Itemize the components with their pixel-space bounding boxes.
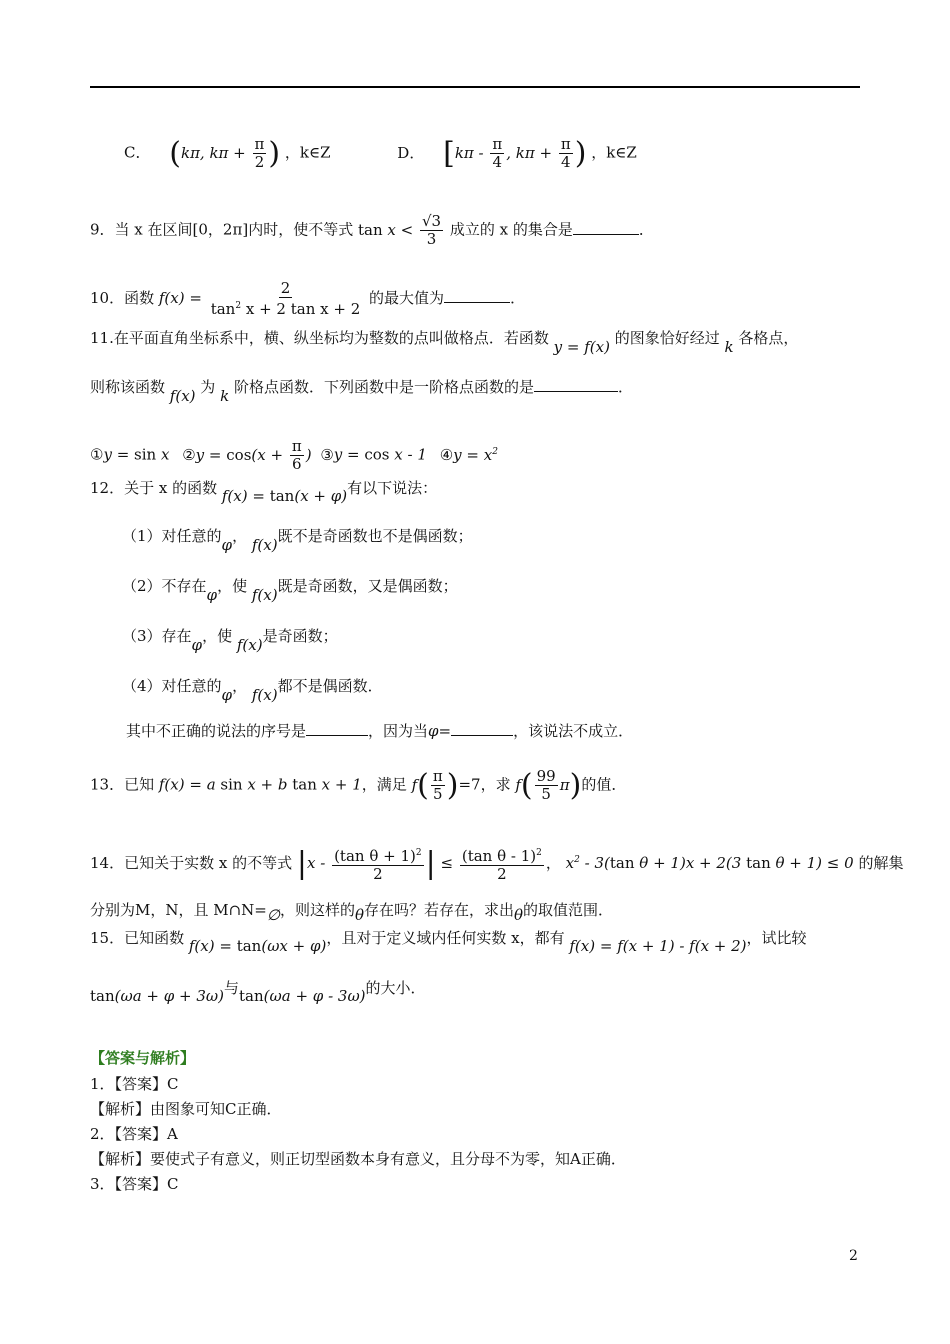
q13-text-b: ，满足 (361, 775, 407, 794)
question-15 (90, 928, 865, 955)
phi-symbol: φ (191, 636, 203, 654)
q15-text-b: ，且对于定义域内任何实数 x，都有 (326, 929, 565, 947)
answer-3 (90, 1174, 865, 1194)
q15-expr-1: tan(ωa + φ + 3ω) (90, 987, 225, 1005)
q13-function: f(x) = a sin x + b tan x + 1 (158, 775, 362, 794)
q15-text-c: ，试比较 (746, 929, 807, 947)
q11-opt3: y = cos x - 1 (333, 445, 427, 464)
answer-3-text: 3．【答案】C (90, 1175, 179, 1193)
q13-f-pi5: f( $\frac{\pi}{5}$ ) (411, 767, 459, 803)
q15-text-d: 与 (224, 979, 240, 997)
q11-opt4: $y = x^2$ (453, 445, 498, 464)
question-13 (90, 768, 865, 803)
question-14 (90, 845, 904, 883)
q12-s3-c: 是奇函数； (262, 627, 338, 645)
q11-opt2: y = cos(x + $\frac{\pi}{6}$ ) (195, 437, 312, 473)
phi-symbol: φ (221, 686, 233, 704)
q15-text-a: 15．已知函数 (90, 929, 185, 947)
q9-end: ． (638, 220, 654, 239)
question-11-line1 (90, 328, 865, 356)
q14-text-c: 的解集 (858, 854, 904, 872)
q13-text-c: =7，求 (458, 775, 511, 794)
header-rule (90, 86, 860, 88)
q9-text-a: 9．当 x 在区间[0，2π]内时，使不等式 (90, 220, 354, 239)
q9-text-b: 成立的 x 的集合是 (449, 220, 573, 239)
q11-text-b: 的图象恰好经过 (614, 329, 720, 347)
q14-inequality-1: |x - $\frac{(\tan \theta + 1)^2}{2}$ | ≤ $\frac{(\tan \theta - 1)^2}{2}$ (296, 846, 542, 883)
option-d-interval: [kπ - $\frac{\pi}{4}$ , kπ + $\frac{\pi}{4}$ ) (443, 135, 587, 171)
q14-text-g: 的取值范围． (523, 901, 614, 919)
answer-blank (444, 288, 510, 303)
explanation-2 (90, 1149, 865, 1169)
q12-text-a: 12．关于 x 的函数 (90, 479, 218, 497)
explanation-1-text: 【解析】由图象可知C正确． (90, 1100, 282, 1118)
page-number: 2 (849, 1248, 858, 1264)
theta-symbol: θ (354, 906, 364, 924)
q12-s4-a: （4）对任意的 (122, 677, 222, 695)
q12-function: f(x) = tan(x + φ) (221, 487, 348, 505)
q12-fx: f(x) (251, 586, 278, 604)
q12-text-b: 有以下说法： (347, 479, 438, 497)
option-c-suffix: ，k∈Z (284, 143, 331, 162)
question-11-options (90, 438, 865, 473)
q12-s3-b: ，使 (202, 627, 233, 645)
question-9 (90, 213, 865, 248)
q12-question (126, 721, 901, 741)
q9-inequality: tan x < $\frac{√3}{3}$ (357, 212, 442, 248)
q15-text-e: 的大小． (365, 979, 426, 997)
q14-inequality-2: $x^2 - 3(\tan$ θ + 1)x + 2(3 tan θ + 1) ≤ 0 (565, 854, 854, 872)
q12-q-b: ，因为当 (368, 722, 429, 740)
question-12 (90, 478, 865, 505)
option-c-interval: (kπ, kπ + $\frac{\pi}{2}$ ) (169, 135, 281, 171)
q12-q-d: ，该说法不成立． (513, 722, 634, 740)
question-11-line2 (90, 377, 865, 405)
phi-symbol: φ (428, 722, 439, 740)
answer-blank (451, 721, 513, 736)
answer-blank (306, 721, 368, 736)
answer-2 (90, 1124, 865, 1144)
answer-blank (573, 220, 639, 235)
question-10 (90, 280, 865, 318)
q12-statement-3 (122, 626, 897, 654)
q10-text-b: 的最大值为 (369, 289, 445, 307)
q11-text-c: 各格点， (738, 329, 799, 347)
q12-s2-b: ，使 (217, 577, 248, 595)
q8-options (124, 136, 899, 171)
phi-symbol: φ (206, 586, 218, 604)
q11-k: k (724, 338, 734, 356)
option-d-suffix: ，k∈Z (591, 143, 637, 162)
q12-s1-b: ， (232, 527, 248, 545)
q11-opt3-label: ③ (320, 445, 334, 464)
answer-2-text: 2．【答案】A (90, 1125, 178, 1143)
q12-s1-c: 既不是奇函数也不是偶函数； (277, 527, 473, 545)
answer-blank (534, 377, 618, 392)
q12-fx: f(x) (251, 686, 278, 704)
q12-s4-c: 都不是偶函数． (277, 677, 383, 695)
q12-s2-c: 既是奇函数，又是偶函数； (277, 577, 458, 595)
explanation-1 (90, 1099, 865, 1119)
q11-k2: k (220, 387, 230, 405)
q11-fx: f(x) (169, 387, 196, 405)
q14-text-f: 存在吗？若存在，求出 (364, 901, 515, 919)
q12-statement-2 (122, 576, 897, 604)
q11-text-a: 11.在平面直角坐标系中，横、纵坐标均为整数的点叫做格点．若函数 (90, 329, 549, 347)
q11-text-f: 阶格点函数．下列函数中是一阶格点函数的是 (233, 378, 534, 396)
q12-s3-a: （3）存在 (122, 627, 192, 645)
q11-function: y = f(x) (553, 338, 610, 356)
q10-text-a: 10．函数 (90, 289, 155, 307)
q13-text-a: 13．已知 (90, 775, 155, 794)
q14-text-a: 14．已知关于实数 x 的不等式 (90, 854, 293, 872)
theta-symbol: θ (514, 906, 524, 924)
answers-heading-text: 【答案与解析】 (90, 1049, 196, 1067)
answer-1 (90, 1074, 865, 1094)
q11-text-d: 则称该函数 (90, 378, 166, 396)
question-14-line2 (90, 900, 865, 924)
q12-q-c: = (438, 722, 452, 740)
q12-fx: f(x) (236, 636, 263, 654)
q15-expr-2: tan(ωa + φ - 3ω) (239, 987, 366, 1005)
q13-f-99pi5: f( $\frac{99}{5}$ π) (515, 767, 582, 803)
answers-heading (90, 1048, 865, 1068)
answer-1-text: 1．【答案】C (90, 1075, 179, 1093)
phi-symbol: φ (221, 536, 233, 554)
q11-opt2-label: ② (182, 445, 196, 464)
empty-set-symbol: ∅ (266, 906, 280, 924)
q12-s1-a: （1）对任意的 (122, 527, 222, 545)
q14-text-b: ， (545, 854, 561, 872)
q13-text-d: 的值． (581, 775, 627, 794)
q10-function: f(x) = $\frac{2}{\tan^2 x + 2 \tan x + 2}$ (158, 279, 361, 318)
q15-function: f(x) = tan(ωx + φ) (188, 937, 327, 955)
q12-q-a: 其中不正确的说法的序号是 (126, 722, 307, 740)
q14-text-e: ，则这样的 (279, 901, 355, 919)
q11-text-e: 为 (200, 378, 216, 396)
q11-opt4-label: ④ (439, 445, 454, 464)
q12-s2-a: （2）不存在 (122, 577, 207, 595)
q12-fx: f(x) (251, 536, 278, 554)
explanation-2-text: 【解析】要使式子有意义，则正切型函数本身有意义，且分母不为零，知A正确． (90, 1150, 626, 1168)
q15-relation: f(x) = f(x + 1) - f(x + 2) (569, 937, 747, 955)
question-15-line2 (90, 978, 865, 1005)
q11-opt1-label: ① (90, 445, 104, 464)
q12-statement-4 (122, 676, 897, 704)
option-c-label: C． (124, 143, 151, 162)
q12-statement-1 (122, 526, 897, 554)
q11-end: ． (617, 378, 633, 396)
option-d-label: D． (397, 143, 425, 162)
q10-end: ． (510, 289, 526, 307)
q12-s4-b: ， (232, 677, 248, 695)
q14-text-d: 分别为M，N，且 M∩N= (90, 901, 267, 919)
q11-opt1: y = sin x (103, 445, 170, 464)
